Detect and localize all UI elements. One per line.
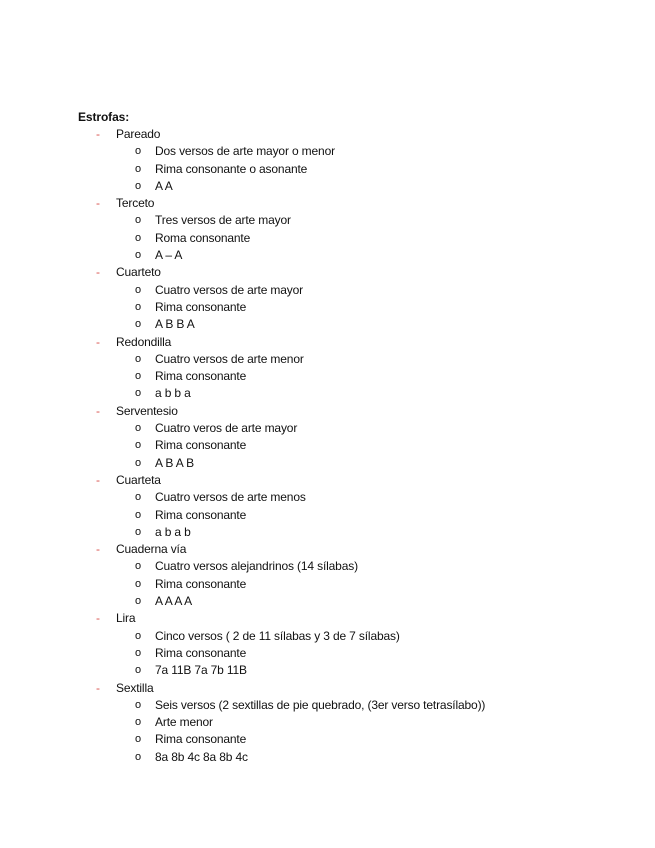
stanza-detail-text: Rima consonante o asonante: [155, 161, 308, 176]
stanza-detail-text: Cuatro versos de arte mayor: [155, 282, 304, 297]
circle-bullet-icon: o: [135, 646, 141, 659]
stanza-detail: [0, 697, 655, 714]
stanza-detail: [0, 524, 655, 541]
circle-bullet-icon: o: [135, 387, 141, 400]
stanza-detail-text: Rima consonante: [155, 732, 247, 747]
stanza-detail: [0, 558, 655, 575]
stanza-detail: [0, 143, 655, 160]
stanza-detail-text: Cuatro veros de arte mayor: [155, 421, 298, 436]
stanza-detail-text: Rima consonante: [155, 299, 247, 314]
stanza-detail: [0, 714, 655, 731]
stanza-detail-text: Rima consonante: [155, 645, 247, 660]
stanza-detail-text: Cuatro versos de arte menos: [155, 490, 306, 505]
stanza-detail-text: Rima consonante: [155, 576, 247, 591]
circle-bullet-icon: o: [135, 214, 141, 227]
stanza-detail: [0, 299, 655, 316]
circle-bullet-icon: o: [135, 439, 141, 452]
stanza-name: Lira: [116, 611, 136, 626]
stanza-detail-text: Rima consonante: [155, 369, 247, 384]
stanza-detail-text: Cuatro versos de arte menor: [155, 351, 304, 366]
stanza-detail: [0, 645, 655, 662]
stanza-detail-text: A B A B: [155, 455, 194, 470]
stanza-detail: [0, 749, 655, 766]
stanza-detail: [0, 178, 655, 195]
circle-bullet-icon: o: [135, 352, 141, 365]
stanza-detail: [0, 593, 655, 610]
stanza-name: Terceto: [116, 196, 155, 211]
stanza-detail-text: Rima consonante: [155, 507, 247, 522]
circle-bullet-icon: o: [135, 370, 141, 383]
stanza-name: Cuaderna vía: [116, 542, 187, 557]
circle-bullet-icon: o: [135, 577, 141, 590]
stanza-name: Sextilla: [116, 680, 154, 695]
stanza-detail-text: 8a 8b 4c 8a 8b 4c: [155, 749, 248, 764]
section-heading: Estrofas:: [78, 110, 130, 124]
stanza-item: [0, 680, 655, 697]
stanza-detail: [0, 161, 655, 178]
stanza-name: Cuarteto: [116, 265, 161, 280]
circle-bullet-icon: o: [135, 629, 141, 642]
stanza-name: Pareado: [116, 127, 161, 141]
circle-bullet-icon: o: [135, 231, 141, 244]
stanza-detail: [0, 628, 655, 645]
circle-bullet-icon: o: [135, 145, 141, 158]
stanza-detail: [0, 368, 655, 385]
circle-bullet-icon: o: [135, 664, 141, 677]
stanza-detail: [0, 282, 655, 299]
stanza-item: [0, 195, 655, 212]
circle-bullet-icon: o: [135, 249, 141, 262]
circle-bullet-icon: o: [135, 491, 141, 504]
stanza-detail: [0, 576, 655, 593]
stanza-detail: [0, 507, 655, 524]
stanza-detail-text: Arte menor: [155, 715, 213, 730]
dash-bullet-icon: -: [96, 680, 100, 695]
stanza-name: Cuarteta: [116, 472, 161, 487]
circle-bullet-icon: o: [135, 525, 141, 538]
circle-bullet-icon: o: [135, 698, 141, 711]
circle-bullet-icon: o: [135, 179, 141, 192]
dash-bullet-icon: -: [96, 472, 100, 487]
stanza-detail-text: A A A A: [155, 594, 192, 609]
circle-bullet-icon: o: [135, 162, 141, 175]
stanza-detail-text: Cuatro versos alejandrinos (14 sílabas): [155, 559, 358, 574]
stanza-detail: [0, 489, 655, 506]
stanza-detail-text: A B B A: [155, 317, 195, 332]
dash-bullet-icon: -: [96, 403, 100, 418]
stanza-detail: [0, 420, 655, 437]
stanza-detail-text: Dos versos de arte mayor o menor: [155, 144, 335, 159]
dash-bullet-icon: -: [96, 611, 100, 626]
dash-bullet-icon: -: [96, 334, 100, 349]
stanza-detail: [0, 385, 655, 402]
stanza-item: [0, 334, 655, 351]
circle-bullet-icon: o: [135, 750, 141, 763]
stanza-item: [0, 610, 655, 627]
stanza-detail: [0, 731, 655, 748]
stanza-item: [0, 126, 655, 143]
stanza-detail-text: A – A: [155, 248, 183, 263]
stanza-detail-text: Tres versos de arte mayor: [155, 213, 291, 228]
stanza-detail-text: Rima consonante: [155, 438, 247, 453]
stanza-detail-text: a b b a: [155, 386, 191, 401]
stanza-detail-text: A A: [155, 178, 173, 193]
stanza-detail: [0, 316, 655, 333]
stanza-detail: [0, 455, 655, 472]
dash-bullet-icon: -: [96, 542, 100, 557]
stanza-detail-text: Seis versos (2 sextillas de pie quebrado, (3er verso tetrasílabo)): [155, 697, 486, 712]
circle-bullet-icon: o: [135, 318, 141, 331]
circle-bullet-icon: o: [135, 422, 141, 435]
stanza-item: [0, 472, 655, 489]
stanza-detail-text: 7a 11B 7a 7b 11B: [155, 663, 247, 678]
stanza-name: Redondilla: [116, 334, 172, 349]
dash-bullet-icon: -: [96, 127, 100, 141]
stanza-item: [0, 264, 655, 281]
stanza-detail: [0, 247, 655, 264]
circle-bullet-icon: o: [135, 508, 141, 521]
stanza-detail-text: Roma consonante: [155, 230, 251, 245]
stanza-detail: [0, 351, 655, 368]
stanza-item: [0, 403, 655, 420]
circle-bullet-icon: o: [135, 560, 141, 573]
stanza-item: [0, 541, 655, 558]
stanza-detail: [0, 662, 655, 679]
stanza-list: [0, 126, 655, 766]
circle-bullet-icon: o: [135, 716, 141, 729]
circle-bullet-icon: o: [135, 595, 141, 608]
stanza-detail: [0, 437, 655, 454]
circle-bullet-icon: o: [135, 456, 141, 469]
stanza-detail: [0, 230, 655, 247]
stanza-name: Serventesio: [116, 403, 178, 418]
circle-bullet-icon: o: [135, 300, 141, 313]
dash-bullet-icon: -: [96, 196, 100, 211]
stanza-detail: [0, 212, 655, 229]
circle-bullet-icon: o: [135, 283, 141, 296]
dash-bullet-icon: -: [96, 265, 100, 280]
stanza-detail-text: a b a b: [155, 524, 191, 539]
stanza-detail-text: Cinco versos ( 2 de 11 sílabas y 3 de 7 sílabas): [155, 628, 400, 643]
circle-bullet-icon: o: [135, 733, 141, 746]
